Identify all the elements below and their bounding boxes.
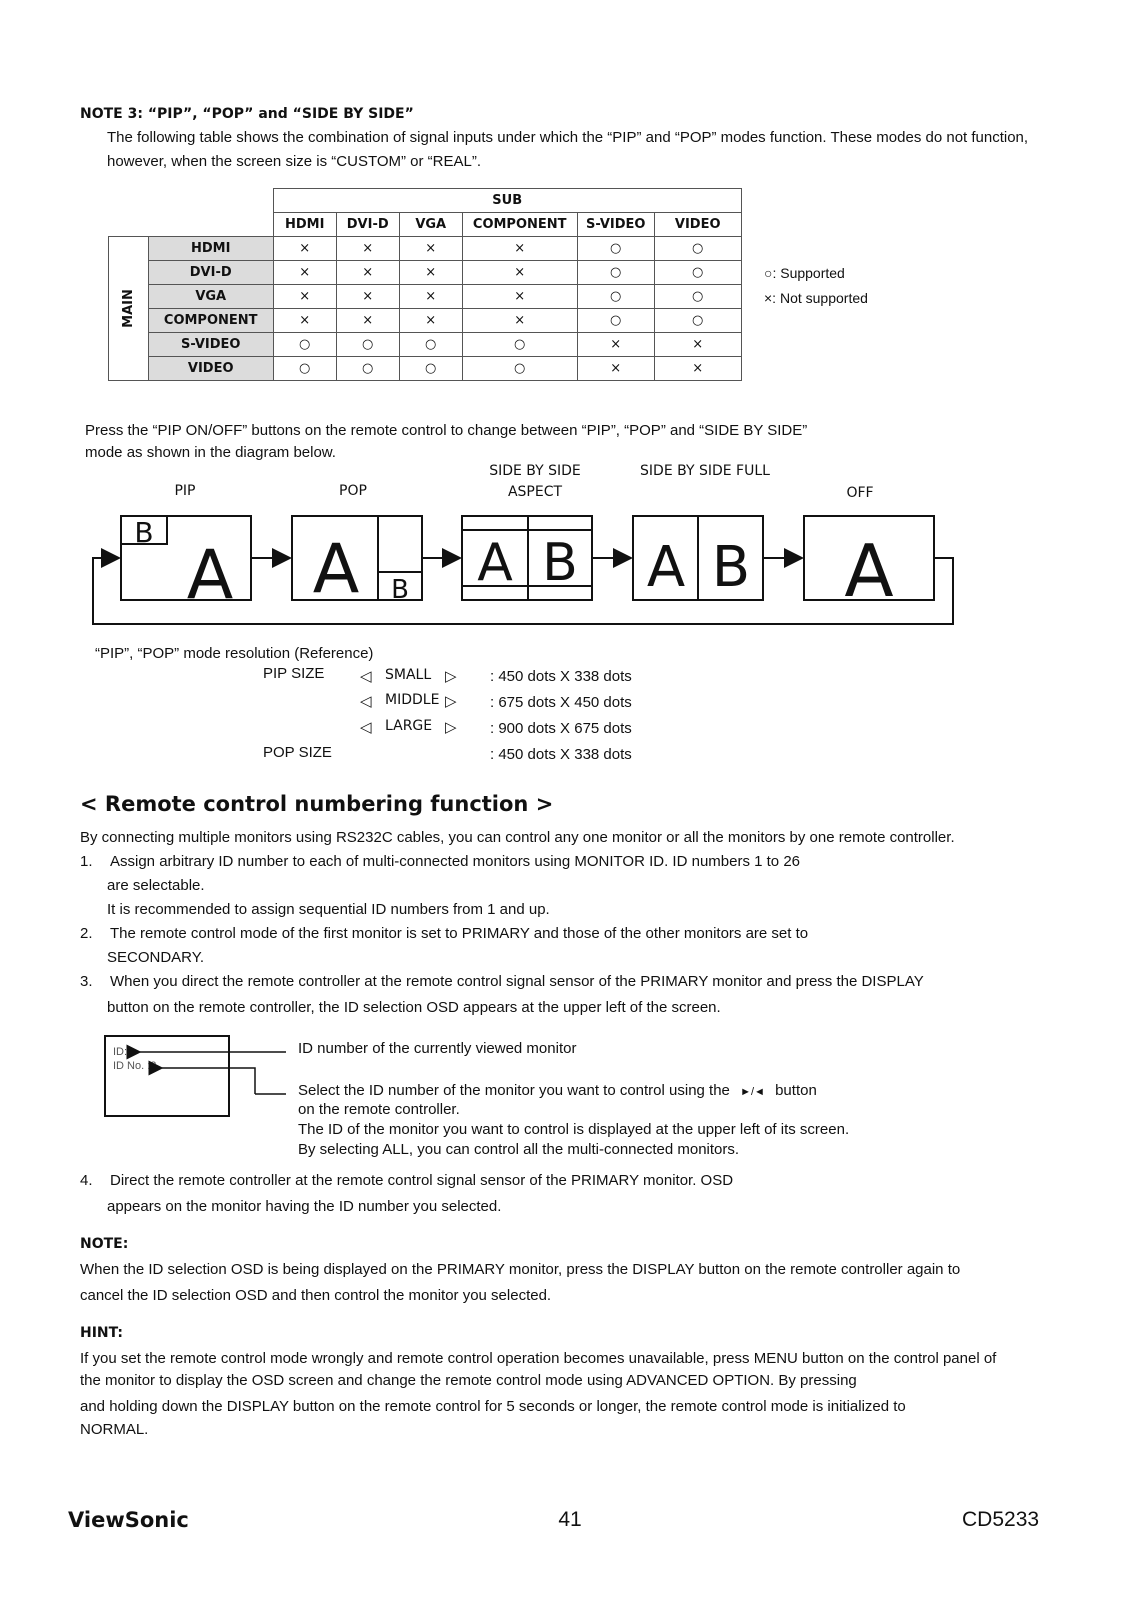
table-cell: ○ — [654, 261, 741, 285]
table-cell: × — [654, 357, 741, 381]
pop-size-label: POP SIZE — [263, 744, 332, 761]
pop-size-value: : 450 dots X 338 dots — [490, 746, 632, 763]
table-cell: ○ — [462, 357, 577, 381]
table-row — [109, 333, 742, 357]
row-label: DVI-D — [148, 261, 273, 285]
table-cell: × — [273, 261, 336, 285]
step-number: 3. — [80, 973, 93, 990]
letter-b: B — [134, 516, 154, 549]
label-sbs-aspect-1: SIDE BY SIDE — [489, 463, 581, 479]
table-cell: ○ — [654, 237, 741, 261]
table-cell: ○ — [399, 357, 462, 381]
arrow-left-icon: ◁ — [360, 668, 372, 685]
table-cell: × — [462, 309, 577, 333]
play-reverse-icon: ►/◄ — [740, 1086, 765, 1098]
table-cell: ○ — [577, 261, 654, 285]
letter-b: B — [391, 575, 409, 605]
callout-current-id: ID number of the currently viewed monitor — [298, 1040, 577, 1057]
letter-a: A — [646, 535, 686, 600]
arrow-right-icon: ▷ — [445, 668, 457, 685]
table-cell: × — [336, 237, 399, 261]
col-vga: VGA — [399, 213, 462, 237]
pip-mode-diagram — [0, 500, 1132, 630]
sub-header: SUB — [273, 189, 741, 213]
table-cell: ○ — [654, 309, 741, 333]
table-cell: × — [654, 333, 741, 357]
col-svideo: S-VIDEO — [577, 213, 654, 237]
callout-select-id: Select the ID number of the monitor you want to control using the ►/◄ button — [298, 1082, 817, 1099]
table-cell: × — [273, 237, 336, 261]
size-option: LARGE — [385, 718, 433, 734]
step1-line: are selectable. — [107, 877, 205, 894]
page-number: 41 — [558, 1508, 582, 1531]
table-cell: × — [577, 333, 654, 357]
hint-line: NORMAL. — [80, 1421, 149, 1438]
table-cell: × — [462, 261, 577, 285]
hint-line: the monitor to display the OSD screen and change the remote control mode using ADVANCED OPTION. By pressing — [80, 1372, 857, 1389]
section-heading: < Remote control numbering function > — [80, 792, 554, 816]
note-line: cancel the ID selection OSD and then control the monitor you selected. — [80, 1287, 552, 1304]
note3-title: NOTE 3: “PIP”, “POP” and “SIDE BY SIDE” — [80, 106, 414, 122]
step3-line: When you direct the remote controller at the remote control signal sensor of the PRIMARY monitor and press the DISPLAY — [110, 973, 924, 990]
note-label: NOTE: — [80, 1236, 129, 1252]
table-cell: ○ — [577, 309, 654, 333]
osd-idno-text: ID No. :2 — [113, 1060, 157, 1072]
step4-line: Direct the remote controller at the remote control signal sensor of the PRIMARY monitor. OSD — [110, 1172, 734, 1189]
table-cell: × — [462, 237, 577, 261]
step-number: 1. — [80, 853, 93, 870]
col-hdmi: HDMI — [273, 213, 336, 237]
row-label: VIDEO — [148, 357, 273, 381]
table-cell: × — [399, 237, 462, 261]
resolution-title: “PIP”, “POP” mode resolution (Reference) — [95, 645, 374, 662]
table-cell: ○ — [654, 285, 741, 309]
hint-line: and holding down the DISPLAY button on the remote control for 5 seconds or longer, the remote control mode is initialized to — [80, 1398, 906, 1415]
step2-line: The remote control mode of the first monitor is set to PRIMARY and those of the other monitors are set to — [110, 925, 809, 942]
table-cell: ○ — [273, 357, 336, 381]
step3-line: button on the remote controller, the ID selection OSD appears at the upper left of the screen. — [107, 999, 721, 1016]
size-value: : 675 dots X 450 dots — [490, 694, 632, 711]
col-dvid: DVI-D — [336, 213, 399, 237]
note-line: When the ID selection OSD is being displayed on the PRIMARY monitor, press the DISPLAY button on the remote controller again to — [80, 1261, 961, 1278]
table-cell: × — [399, 285, 462, 309]
pip-size-label: PIP SIZE — [263, 665, 325, 682]
step-number: 2. — [80, 925, 93, 942]
row-label: VGA — [148, 285, 273, 309]
table-cell: × — [273, 309, 336, 333]
table-cell: ○ — [577, 285, 654, 309]
size-option: SMALL — [385, 667, 432, 683]
table-row — [109, 261, 742, 285]
hint-line: If you set the remote control mode wrongly and remote control operation becomes unavailable, press MENU button on the control panel of — [80, 1350, 997, 1367]
size-value: : 450 dots X 338 dots — [490, 668, 632, 685]
footer-brand: ViewSonic — [68, 1508, 189, 1532]
press-instruction: Press the “PIP ON/OFF” buttons on the remote control to change between “PIP”, “POP” and “SIDE BY SIDE” mode as shown in the diagram below. — [85, 422, 808, 461]
callout-line: on the remote controller. — [298, 1101, 460, 1118]
callout-line: The ID of the monitor you want to control is displayed at the upper left of its screen. — [298, 1121, 850, 1138]
step-number: 4. — [80, 1172, 93, 1189]
arrow-left-icon: ◁ — [360, 693, 372, 710]
table-cell: ○ — [577, 237, 654, 261]
step1-line: Assign arbitrary ID number to each of multi-connected monitors using MONITOR ID. ID numbers 1 to 26 — [110, 853, 800, 870]
arrow-right-icon: ▷ — [445, 693, 457, 710]
osd-id-text: ID:1 — [113, 1046, 134, 1058]
main-header: MAIN — [109, 237, 149, 381]
table-row — [109, 237, 742, 261]
signal-combination-table — [108, 188, 742, 381]
callout-arrow-icon — [162, 1068, 255, 1094]
callout-line: By selecting ALL, you can control all the multi-connected monitors. — [298, 1141, 740, 1158]
note3-description: The following table shows the combination of signal inputs under which the “PIP” and “POP” modes function. These modes do not function, however, when the screen size is “CUSTOM” or “REAL”. — [107, 129, 1029, 170]
table-cell: × — [399, 309, 462, 333]
table-row — [109, 357, 742, 381]
step4-line: appears on the monitor having the ID number you selected. — [107, 1198, 502, 1215]
letter-b: B — [542, 533, 578, 593]
table-cell: ○ — [336, 333, 399, 357]
table-cell: × — [577, 357, 654, 381]
label-pip: PIP — [174, 483, 196, 499]
label-pop: POP — [339, 483, 367, 499]
label-off: OFF — [846, 485, 874, 501]
osd-illustration — [100, 1030, 300, 1120]
size-value: : 900 dots X 675 dots — [490, 720, 632, 737]
letter-a: A — [186, 536, 234, 615]
table-cell: ○ — [273, 333, 336, 357]
legend-not-supported: ×: Not supported — [764, 290, 868, 306]
table-cell: × — [336, 285, 399, 309]
row-label: HDMI — [148, 237, 273, 261]
table-cell: × — [336, 309, 399, 333]
table-cell: × — [336, 261, 399, 285]
col-video: VIDEO — [654, 213, 741, 237]
row-label: S-VIDEO — [148, 333, 273, 357]
row-label: COMPONENT — [148, 309, 273, 333]
size-option: MIDDLE — [385, 692, 440, 708]
step2-line: SECONDARY. — [107, 949, 204, 966]
arrow-left-icon: ◁ — [360, 719, 372, 736]
table-cell: × — [462, 285, 577, 309]
table-cell: × — [399, 261, 462, 285]
label-sbs-full: SIDE BY SIDE FULL — [640, 463, 770, 479]
remote-intro: By connecting multiple monitors using RS232C cables, you can control any one monitor or all the monitors by one remote controller. — [80, 829, 955, 846]
step1-line: It is recommended to assign sequential ID numbers from 1 and up. — [107, 901, 550, 918]
model-number: CD5233 — [962, 1508, 1040, 1531]
label-sbs-aspect-2: ASPECT — [507, 484, 563, 500]
table-cell: × — [273, 285, 336, 309]
legend-supported: ○: Supported — [764, 265, 845, 281]
arrow-right-icon: ▷ — [445, 719, 457, 736]
hint-label: HINT: — [80, 1325, 124, 1341]
letter-a: A — [477, 533, 513, 593]
table-row — [109, 285, 742, 309]
letter-b: B — [711, 535, 751, 600]
table-cell: ○ — [399, 333, 462, 357]
col-component: COMPONENT — [462, 213, 577, 237]
letter-a: A — [844, 529, 894, 613]
letter-a: A — [312, 530, 360, 609]
table-cell: ○ — [462, 333, 577, 357]
table-cell: ○ — [336, 357, 399, 381]
table-row — [109, 309, 742, 333]
